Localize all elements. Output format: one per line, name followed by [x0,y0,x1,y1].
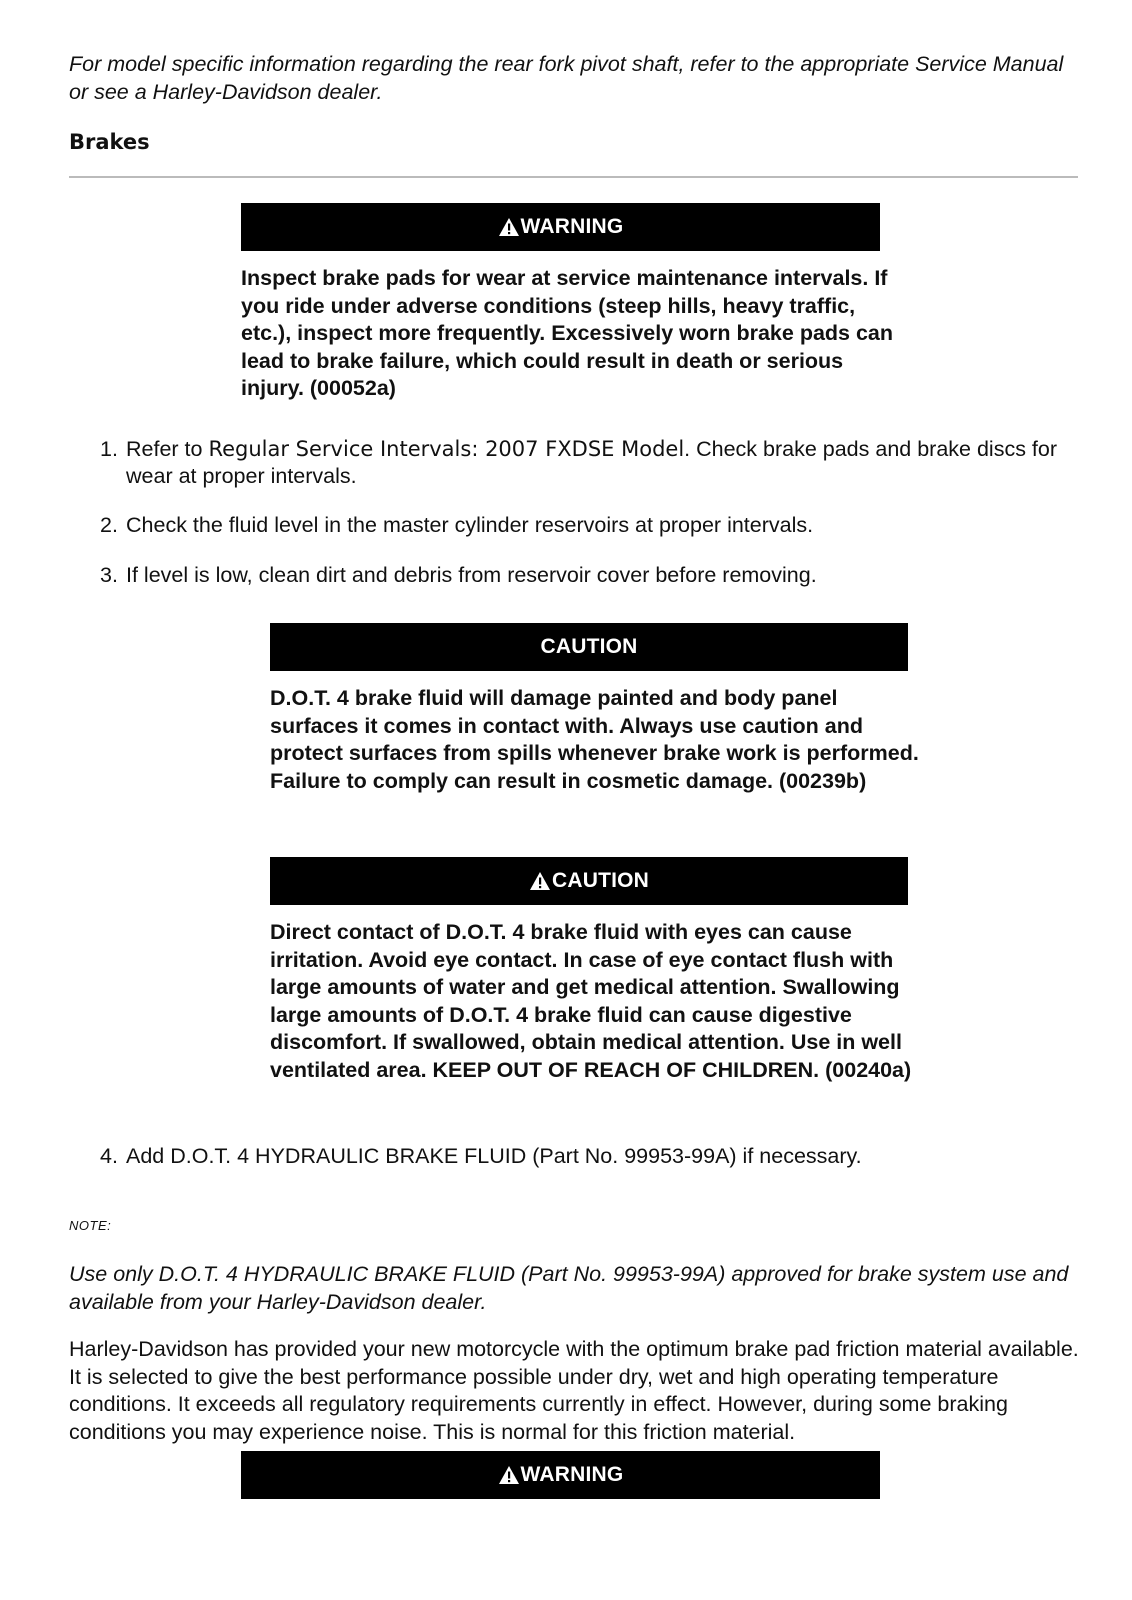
list-item [100,562,1080,589]
step-number: 1. [100,437,118,461]
step-text: Check the fluid level in the master cylinder reservoirs at proper intervals. [126,513,814,537]
list-item [100,1143,1080,1170]
note-text: Use only D.O.T. 4 HYDRAULIC BRAKE FLUID (Part No. 99953-99A) approved for brake system use and available from your Harley-Davidson dealer. [69,1262,1069,1314]
service-intervals-reference: Regular Service Intervals: 2007 FXDSE Model [208,437,685,461]
caution-label: CAUTION [551,869,650,892]
warning-banner [241,1451,880,1499]
step-number: 2. [100,513,118,537]
note-label: NOTE: [69,1218,112,1233]
warning-label: WARNING [520,1463,624,1486]
section-divider [69,176,1078,178]
caution-text: Direct contact of D.O.T. 4 brake fluid with eyes can cause irritation. Avoid eye contact. In case of eye contact flush with large amounts of water and get medical attention. Swallowing large amounts of D.O.T. 4 brake fluid can cause digestive discomfort. If swallowed, obtain medical attention. Use in well ventilated area. KEEP OUT OF REACH OF CHILDREN. (00240a) [270,920,912,1082]
warning-triangle-icon [498,217,520,237]
caution-banner [270,623,908,671]
step-text: Add D.O.T. 4 HYDRAULIC BRAKE FLUID (Part No. 99953-99A) if necessary. [126,1144,862,1168]
caution-text: D.O.T. 4 brake fluid will damage painted and body panel surfaces it comes in contact with. Always use caution and protect surfaces from spills whenever brake work is performed. Failure to comply can result in cosmetic damage. (00239b) [270,686,919,793]
step-text: If level is low, clean dirt and debris from reservoir cover before removing. [126,563,817,587]
step-number: 3. [100,563,118,587]
caution-banner [270,857,908,905]
intro-note: For model specific information regarding the rear fork pivot shaft, refer to the appropriate Service Manual or see a Harley-Davidson dealer. [69,52,1064,104]
list-item [100,436,1080,490]
step-number: 4. [100,1144,118,1168]
warning-triangle-icon [498,1465,520,1485]
list-item [100,512,1080,539]
step-text: Refer to Regular Service Intervals: 2007 FXDSE Model. Check brake pads and brake discs for wear at proper intervals. [126,437,1058,488]
warning-banner [241,203,880,251]
warning-text: Inspect brake pads for wear at service maintenance intervals. If you ride under adverse conditions (steep hills, heavy traffic, etc.), inspect more frequently. Excessively worn brake pads can lead to brake failure, which could result in death or serious injury. (00052a) [241,266,894,400]
warning-label: WARNING [520,215,624,238]
warning-triangle-icon [529,871,551,891]
caution-label: CAUTION [540,635,638,658]
section-title: Brakes [69,130,150,154]
body-paragraph: Harley-Davidson has provided your new motorcycle with the optimum brake pad friction material available. It is selected to give the best performance possible under dry, wet and high operating temperature conditions. It exceeds all regulatory requirements currently in effect. However, during some braking conditions you may experience noise. This is normal for this friction material. [69,1337,1079,1444]
